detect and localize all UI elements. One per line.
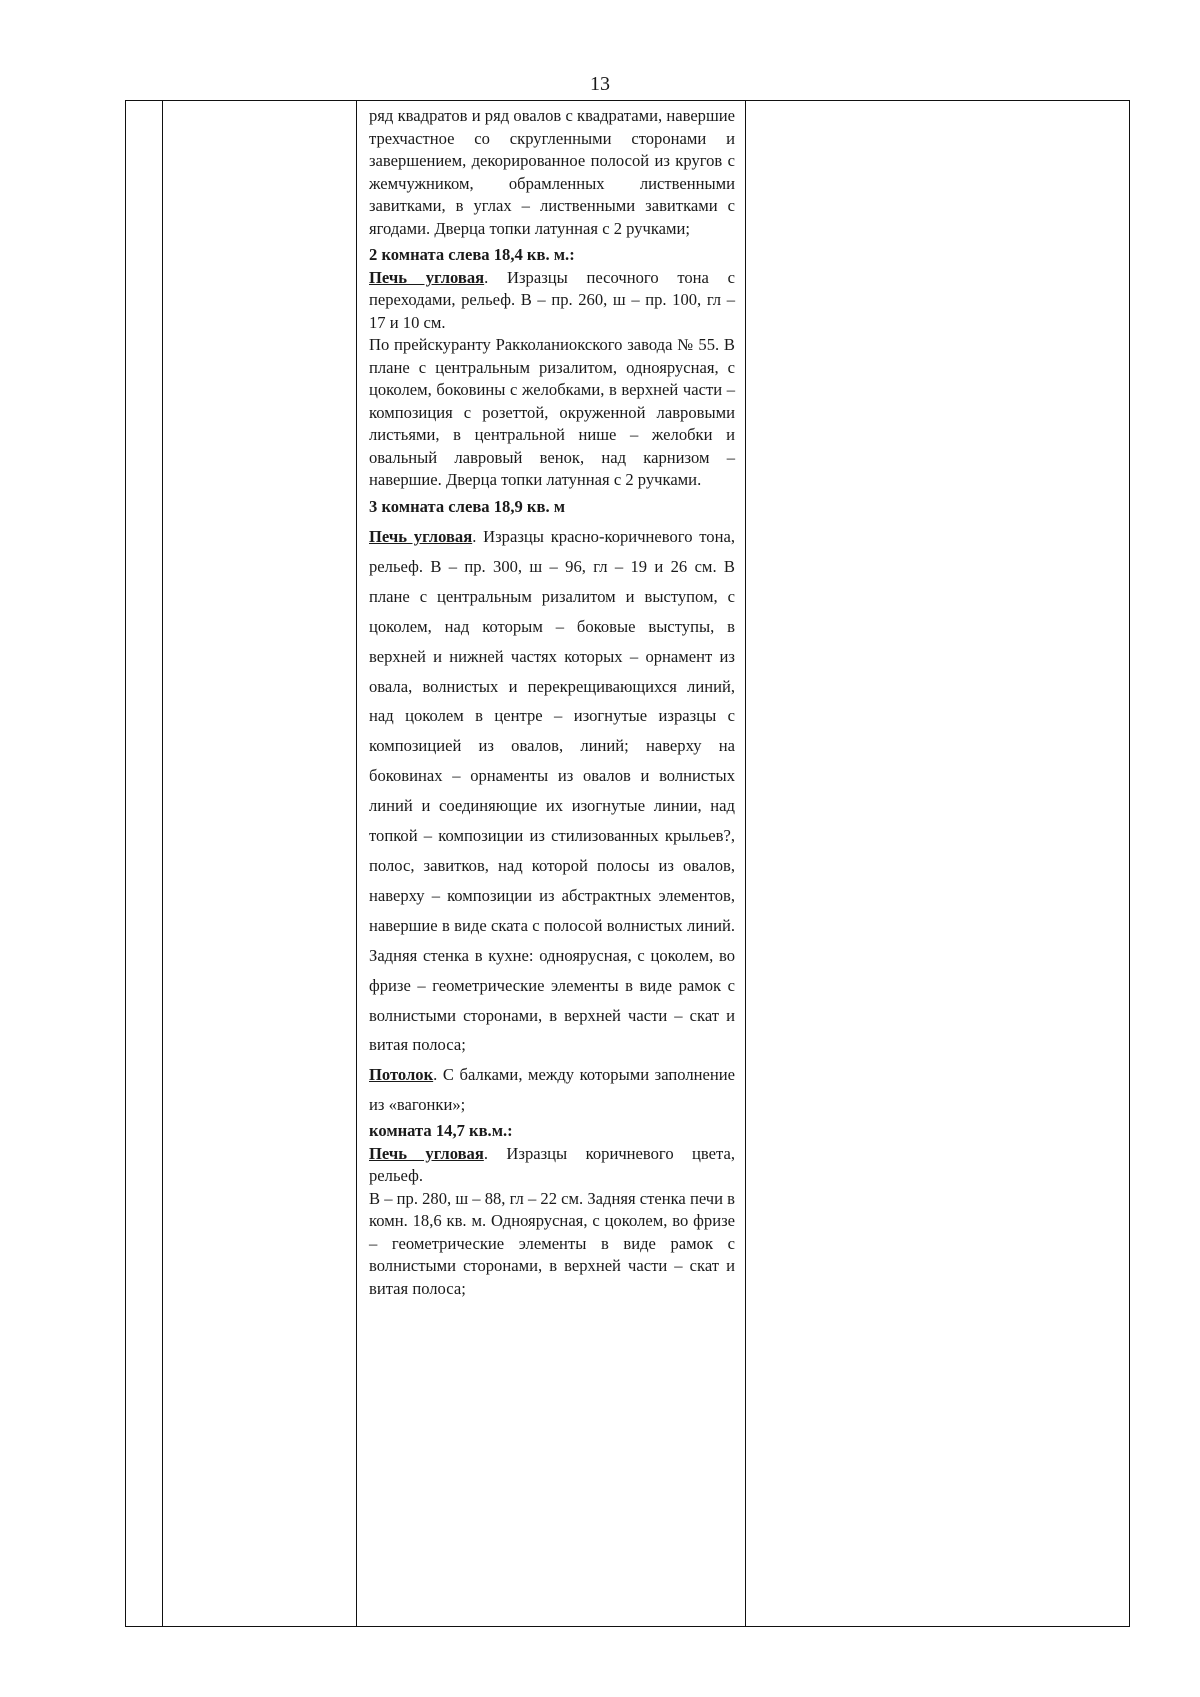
text-room2-stove: . Изразцы песочного тона с переходами, рельеф. В – пр. 260, ш – пр. 100, гл – 17 и 10 см. [369, 267, 735, 332]
paragraph-room3-stove [369, 522, 735, 1060]
term-stove-room3: Печь угловая [369, 527, 473, 546]
term-stove-room2: Печь угловая [369, 267, 485, 287]
paragraph-room2-stove [369, 267, 735, 335]
paragraph-room4-desc: В – пр. 280, ш – 88, гл – 22 см. Задняя стенка печи в комн. 18,6 кв. м. Одноярусная, с цоколем, во фризе – геометрические элементы в виде рамок с волнистыми сторонами, в верхней части – скат и витая полоса; [369, 1188, 735, 1298]
column-divider-1 [162, 101, 163, 1626]
text-room4-stove: . Изразцы коричневого цвета, рельеф. [369, 1143, 735, 1186]
paragraph-room4-stove [369, 1143, 735, 1188]
column-divider-2 [356, 101, 357, 1626]
text-room3-stove: . Изразцы красно-коричневого тона, рельеф. В – пр. 300, ш – 96, гл – 19 и 26 см. В плане с центральным ризалитом и выступом, с цоколем, над которым – боковые выступы, в верхней и нижней частях которых – орнамент из овала, волнистых и перекрещивающихся линий, над цоколем в центре – изогнутые изразцы с композицией из овалов, линий; наверху на боковинах – орнаменты из овалов и волнистых линий и соединяющие их изогнутые линии, над топкой – композиции из стилизованных крыльев?, полос, завитков, над которой полосы из овалов, наверху – композиции из абстрактных элементов, навершие в виде ската с полосой волнистых линий. Задняя стенка в кухне: одноярусная, с цоколем, во фризе – геометрические элементы в виде рамок с волнистыми сторонами, в верхней части – скат и витая полоса; [369, 527, 735, 1055]
heading-room3: 3 комната слева 18,9 кв. м [369, 496, 566, 516]
document-table [125, 100, 1130, 1627]
paragraph-room1-end: ряд квадратов и ряд овалов с квадратами, навершие трехчастное со скругленными сторонами и завершением, декорированное полосой из кругов с жемчужником, обрамленных лиственными завитками, в углах – лиственными завитками с ягодами. Дверца топки латунная с 2 ручками; [369, 106, 735, 238]
heading-room4: комната 14,7 кв.м.: [369, 1121, 513, 1141]
description-cell [369, 105, 735, 1300]
text-ceiling: . С балками, между которыми заполнение из «вагонки»; [369, 1065, 735, 1115]
page-number: 13 [590, 73, 610, 95]
paragraph-room3-ceiling [369, 1060, 735, 1120]
heading-room2: 2 комната слева 18,4 кв. м.: [369, 245, 575, 264]
term-stove-room4: Печь угловая [369, 1143, 484, 1163]
paragraph-room2-desc: По прейскуранту Ракколаниокского завода № 55. В плане с центральным ризалитом, одноярусная, с цоколем, боковины с желобками, в верхней части – композиция с розеттой, окруженной лавровыми листьями, в центральной нише – желобки и овальный лавровый венок, над карнизом – навершие. Дверца топки латунная с 2 ручками. [369, 335, 735, 489]
term-ceiling: Потолок [369, 1065, 434, 1085]
column-divider-3 [745, 101, 746, 1626]
